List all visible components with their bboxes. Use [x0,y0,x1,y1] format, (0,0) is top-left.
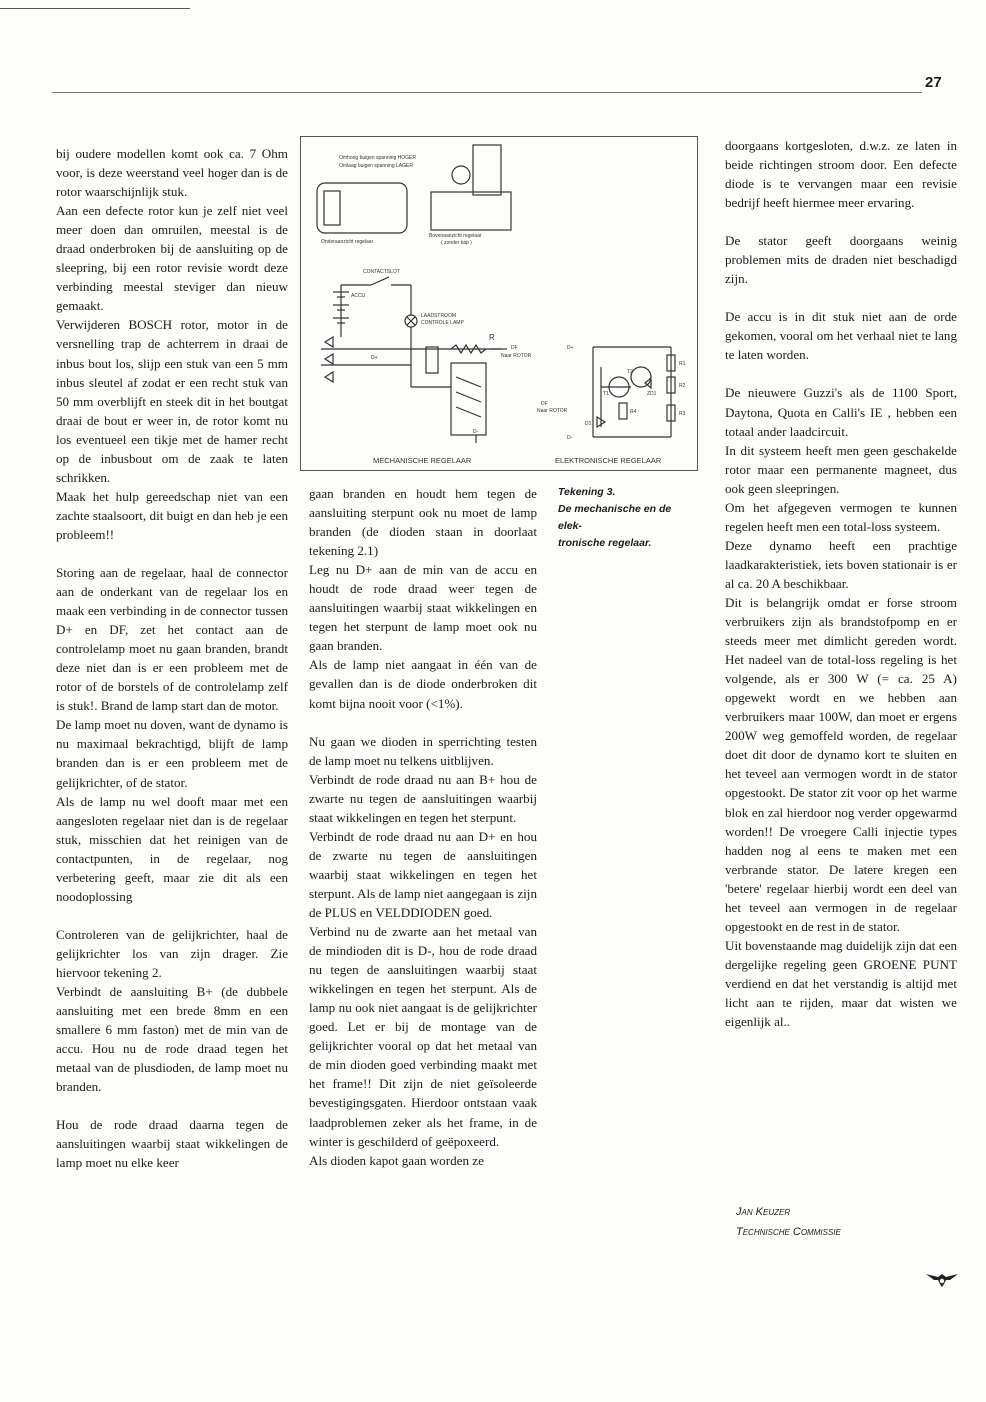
label-df-elec: DF [541,401,548,407]
figure-caption [558,484,698,552]
label-contactslot: CONTACTSLOT [363,269,400,275]
label-t2: T2 [627,369,633,375]
label-r1: R1 [679,361,686,367]
label-r: R [489,333,495,342]
top-rule [0,8,190,9]
label-d1: D1 [585,421,592,427]
paragraph: doorgaans kortgesloten, d.w.z. ze laten in beide richtingen stroom door. Een defecte diode is te vervangen maar een revisie bedrijf heeft hiermee meer ervaring. [725,138,957,211]
field-coil [451,363,486,435]
label-t1: T1 [603,391,609,397]
author-role: Technische Commissie [736,1226,841,1238]
paragraph: Hou de rode draad daarna tegen de aansluitingen waarbij staat wikkelingen de lamp moet nu elke keer [56,1117,288,1171]
label-onder: Onderaanzicht regelaar [321,239,374,245]
paragraph: Verbind nu de zwarte aan het metaal van de mindioden dit is D-, hou de rode draad nu tegen de aansluitingen waarbij staat wikkelingen en tegen het sterpunt. Als de lamp nu ook niet aangaat is de gelijkrichter goed. Let er bij de montage van de gelijkrichter vooral op dat het metaal van de min dioden goed verbinding maakt met het frame!! Dit zijn de niet geïsoleerde bevestigingsgaten. Hierdoor ontstaan vaak laadproblemen zeker als het frame, in de winter is geschilderd of geëpoxeerd. [309,924,537,1149]
diode [325,337,333,347]
paragraph: De lamp moet nu doven, want de dynamo is nu maximaal bekrachtigd, blijft de lamp branden dan is er een probleem met de gelijkrichter, of de stator. [56,717,288,790]
label-mechanische-regelaar: MECHANISCHE REGELAAR [373,456,472,465]
caption-title: Tekening 3. [558,486,616,498]
relay-contact [426,347,438,373]
label-r2: R2 [679,383,686,389]
paragraph: Verbindt de aansluiting B+ (de dubbele aansluiting met een brede 8mm en een smallere 6 mm faston) met de min van de accu. Hou nu de rode draad tegen het metaal van de plusdioden, de lamp moet nu branden. [56,983,288,1095]
paragraph: Controleren van de gelijkrichter, haal de gelijkrichter los van zijn drager. Zie hiervoor tekening 2. [56,926,288,980]
author-signature [736,1202,841,1242]
regulator-top-view [431,192,511,230]
header-rule [52,92,922,93]
regulator-diagram [300,136,698,471]
label-df: DF [511,345,518,351]
label-r3: R3 [679,411,686,417]
label-boven: Bovenaanzicht regelaar [429,233,482,239]
paragraph: Dit is belangrijk omdat er forse stroom verbruikers zijn als brandstofpomp en er steeds meer met dimlicht gereden wordt. Het nadeel van de total-loss regeling is het volgende, als er 300 W (= ca. 25 A) opgewekt wordt en we hebben aan verbruikers maar 100W, dan moet er ergens 200W weg gemoffeld worden, de regelaar doet dit door de dynamo kort te sluiten en het teveel aan vermogen wordt in de stator opgestookt. De stator zit voor op het warme blok en zal hierdoor nog verder opgewarmd worden!! De vroegere Calli injectie types hadden nog al eens te maken met een verbrande stator. De latere kregen een 'betere' regelaar hierbij wordt een deel van het teveel aan vermogen in de regelaar opgestookt en de rest in de stator. [725,594,957,934]
label-dmin: D- [473,429,479,435]
column-left [56,144,288,1172]
page-number: 27 [925,74,942,91]
label-hoger: Omhoog buigen spanning HOGER [339,155,416,161]
eagle-logo-icon [926,1270,958,1295]
paragraph: In dit systeem heeft men geen geschakelde rotor maar een permanente magneet, dus ook geen sleepringen. [725,442,957,496]
paragraph: gaan branden en houdt hem tegen de aansluiting sterpunt ook nu moet de lamp branden (de dioden staan in doorlaat tekening 2.1) [309,486,537,559]
label-accu: ACCU [351,293,366,299]
paragraph: De nieuwere Guzzi's als de 1100 Sport, Daytona, Quota en Calli's IE , hebben een totaal ander laadcircuit. [725,385,957,439]
column-middle [309,484,537,1170]
connector-block [324,191,340,225]
paragraph: Als de lamp nu wel dooft maar met een aangesloten regelaar niet dan is de regelaar stuk, misschien dat het reinigen van de contactpunten, in de regelaar, nog verbetering geeft, maar zie dit als een noodoplossing [56,793,288,904]
paragraph: Maak het hulp gereedschap niet van een zachte staalsoort, dit buigt en dan heb je een probleem!! [56,488,288,542]
label-dplus-elec: D+ [567,345,574,351]
transistor-t2 [631,367,651,387]
label-laadstroom: LAADSTROOM [421,313,457,319]
paragraph: Als dioden kapot gaan worden ze [309,1152,484,1168]
label-controle-lamp: CONTROLE LAMP [421,320,464,326]
label-elektronische-regelaar: ELEKTRONISCHE REGELAAR [555,456,662,465]
label-r4: R4 [630,409,637,415]
label-dmin-elec: D- [567,435,573,441]
label-zd1: ZD1 [647,391,657,397]
zener-zd1 [645,378,651,388]
paragraph: Nu gaan we dioden in sperrichting testen de lamp moet nu telkens uitblijven. [309,733,537,768]
diode [325,372,333,382]
label-dplus: D+ [371,355,378,361]
resistor-r4 [619,403,627,419]
paragraph: De accu is in dit stuk niet aan de orde gekomen, vooral om het verhaal niet te lang te laten worden. [725,309,957,363]
column-right [725,136,957,1031]
relay-pivot [452,166,470,184]
paragraph: Om het afgegeven vermogen te kunnen regelen heeft men een total-loss systeem. [725,499,957,534]
paragraph: De stator geeft doorgaans weinig problemen mits de draden niet beschadigd zijn. [725,233,957,287]
relay-coil [473,145,501,195]
paragraph: Als de lamp niet aangaat in één van de gevallen dan is de diode onderbroken dit komt bijna nooit voor (<1%). [309,657,537,711]
paragraph: Aan een defecte rotor kun je zelf niet veel meer doen dan omruilen, meestal is de draad onderbroken bij de aansluiting op de sleepring, bij een rotor revisie wordt deze verbinding meestal steviger dan nieuw gemaakt. [56,203,288,314]
label-lager: Omlaag buigen spanning LAGER [339,163,413,169]
paragraph: Deze dynamo heeft een prachtige laadkarakteristiek, iets boven stationair is er al ca. 20 A beschikbaar. [725,537,957,591]
paragraph: Storing aan de regelaar, haal de connector aan de onderkant van de regelaar los en maak een verbinding in de connector tussen D+ en DF, zet het contact aan de controlelamp moet nu gaan branden, brandt deze niet dan is er een probleem met de rotor of de borstels of de controlelamp zelf is stuk!. Brand de lamp start dan de motor. [56,564,288,714]
label-naar-rotor-elec: Naar ROTOR [537,408,568,414]
eagle-logo-icon [926,1270,958,1290]
author-name: Jan Keuzer [736,1206,791,1218]
diode [325,354,333,364]
circuit-drawing [301,137,697,470]
paragraph: Verbindt de rode draad nu aan B+ hou de zwarte nu tegen de aansluitingen waarbij staat wikkelingen en tegen het sterpunt. [309,771,537,825]
paragraph: Verwijderen BOSCH rotor, motor in de versnelling trap de achterrem in draai de inbus bout los, slijp een stuk van een 5 mm inbus sleutel af zodat er een recht stuk van 50 mm overblijft en steek dit in het boutgat draai de bout er weer in, de rotor komt nu los eventueel een tikje met de hamer recht op de inbusbout om de zaak te laten schrikken. [56,317,288,485]
paragraph: Verbindt de rode draad nu aan D+ en hou de zwarte nu tegen de aansluitingen waarbij staat wikkelingen en tegen het sterpunt. Als de lamp niet aangegaan is zijn de PLUS en VELDDIODEN goed. [309,828,537,920]
caption-line: tronische regelaar. [558,537,652,549]
paragraph: bij oudere modellen komt ook ca. 7 Ohm voor, is deze weerstand veel hoger dan is de rotor waarschijnlijk stuk. [56,146,288,200]
paragraph: Leg nu D+ aan de min van de accu en houdt de rode draad weer tegen de aansluitingen waarbij staat wikkelingen en tegen het sterpunt de lamp moet ook nu gaan branden. [309,562,537,654]
contact-switch [371,277,389,285]
paragraph: Uit bovenstaande mag duidelijk zijn dat een dergelijke regeling geen GROENE PUNT verdiend en dat het verstandig is altijd met licht aan te rijden, maar dat wisten we eigenlijk al.. [725,937,957,1030]
caption-line: De mechanische en de elek- [558,503,672,532]
label-zonder: ( zonder kap ) [441,240,472,246]
label-naar-rotor: Naar ROTOR [501,353,532,359]
